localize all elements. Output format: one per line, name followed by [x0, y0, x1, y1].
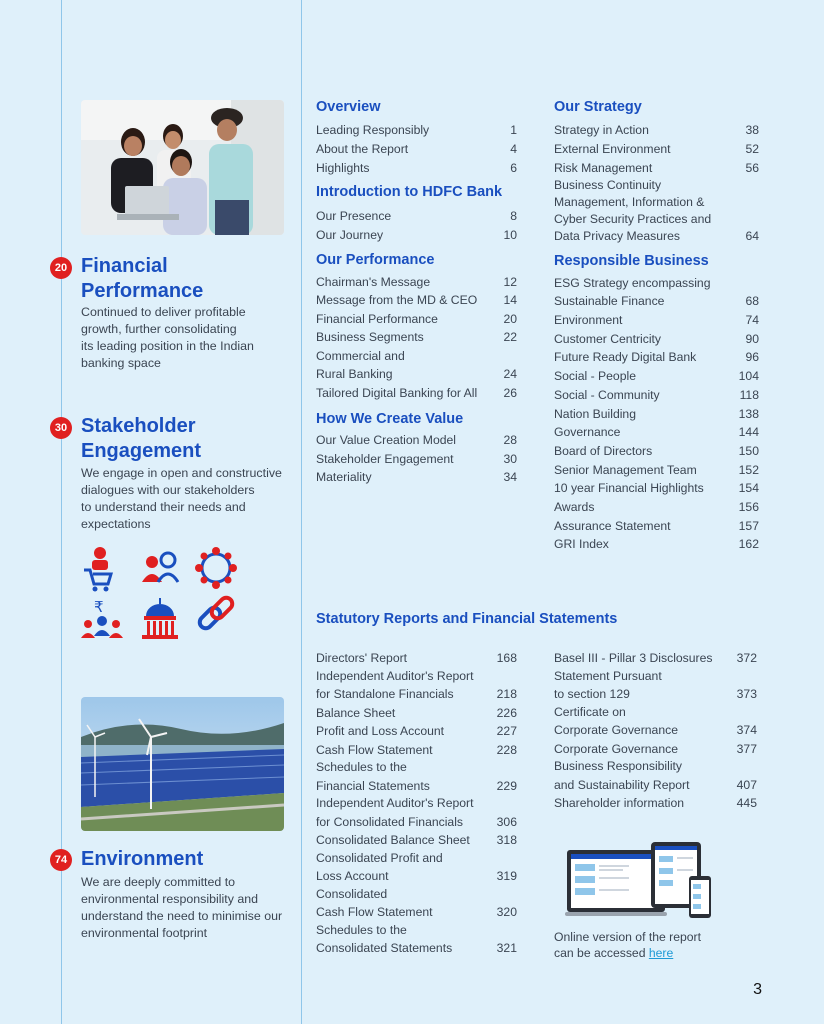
toc-row[interactable]: Our Presence 8	[316, 209, 517, 223]
toc-row[interactable]: Tailored Digital Banking for All 26	[316, 385, 517, 400]
toc-row[interactable]: Certificate on	[554, 704, 626, 719]
section-title[interactable]: Environment	[81, 848, 204, 870]
toc-heading-overview[interactable]: Overview	[316, 99, 381, 115]
toc-row[interactable]: Schedules to the	[316, 760, 407, 775]
statutory-heading[interactable]: Statutory Reports and Financial Statements	[316, 611, 618, 627]
toc-row[interactable]: Customer Centricity 90	[554, 331, 759, 346]
toc-row[interactable]: Cash Flow Statement 320	[316, 905, 517, 920]
desc-line: environmental footprint	[81, 926, 208, 940]
toc-row[interactable]: Business Segments 22	[316, 330, 517, 344]
toc-row[interactable]: to section 129 373	[554, 687, 757, 702]
toc-heading-strategy[interactable]: Our Strategy	[554, 99, 642, 115]
desc-line: Continued to deliver profitable	[81, 305, 246, 319]
toc-row[interactable]: Message from the MD & CEO 14	[316, 293, 517, 307]
online-line1: Online version of the report	[554, 930, 702, 944]
section-title[interactable]	[81, 414, 201, 464]
toc-row[interactable]: Our Journey 10	[316, 228, 517, 242]
toc-row[interactable]: External Environment 52	[554, 142, 759, 156]
report-link[interactable]: here	[648, 946, 674, 960]
toc-heading-introduction[interactable]: Introduction to HDFC Bank	[316, 184, 503, 200]
toc-row[interactable]: Data Privacy Measures 64	[554, 229, 759, 243]
toc-row[interactable]: Profit and Loss Account 227	[316, 724, 517, 739]
section-description	[81, 304, 291, 372]
toc-row[interactable]: Highlights 6	[316, 161, 517, 175]
toc-row[interactable]: and Sustainability Report 407	[554, 777, 757, 792]
desc-line: environmental responsibility and	[81, 892, 259, 906]
stakeholder-icons	[80, 546, 240, 642]
toc-row[interactable]: Financial Performance 20	[316, 311, 517, 326]
section-title-line1: Stakeholder	[81, 415, 196, 437]
government-building-icon	[142, 598, 178, 639]
toc-row[interactable]: Senior Management Team 152	[554, 462, 759, 477]
desc-line: We engage in open and constructive	[81, 466, 282, 480]
toc-row[interactable]: Risk Management 56	[554, 161, 759, 175]
toc-row[interactable]: Financial Statements 229	[316, 778, 517, 793]
svg-text:₹: ₹	[94, 598, 104, 616]
toc-row[interactable]: Statement Pursuant	[554, 668, 662, 683]
toc-row[interactable]: Loss Account 319	[316, 869, 517, 884]
toc-row[interactable]: Awards 156	[554, 499, 759, 514]
toc-row[interactable]: Schedules to the	[316, 922, 407, 937]
toc-row[interactable]: Business Continuity	[554, 178, 662, 192]
desc-line: growth, further consolidating	[81, 322, 237, 336]
desc-line: dialogues with our stakeholders	[81, 483, 255, 497]
section-title-line2: Performance	[81, 280, 204, 302]
toc-column-right	[554, 98, 759, 552]
people-group-icon	[142, 553, 178, 582]
toc-row[interactable]: Cash Flow Statement 228	[316, 742, 517, 757]
environment-section	[50, 848, 288, 948]
toc-row[interactable]: Social - Community 118	[554, 387, 759, 402]
toc-row[interactable]: About the Report 4	[316, 142, 517, 156]
toc-row[interactable]: Governance 144	[554, 425, 759, 440]
toc-row[interactable]: Chairman's Message 12	[316, 274, 517, 289]
office-team-photo	[81, 100, 284, 235]
toc-row[interactable]: Business Responsibility	[554, 759, 683, 774]
toc-row[interactable]: Cyber Security Practices and	[554, 212, 712, 226]
toc-row[interactable]: Consolidated Balance Sheet 318	[316, 833, 517, 848]
statutory-column-right	[554, 648, 757, 811]
toc-row[interactable]: Future Ready Digital Bank 96	[554, 350, 759, 365]
chain-link-icon	[197, 595, 234, 630]
toc-row[interactable]: Basel III - Pillar 3 Disclosures 372	[554, 651, 757, 666]
toc-row[interactable]: ESG Strategy encompassing	[554, 275, 711, 290]
toc-row[interactable]: Materiality 34	[316, 470, 517, 484]
desc-line: its leading position in the Indian	[81, 339, 254, 353]
toc-row[interactable]: for Consolidated Financials 306	[316, 814, 517, 829]
toc-row[interactable]: Leading Responsibly 1	[316, 123, 517, 137]
toc-row[interactable]: Balance Sheet 226	[316, 705, 517, 720]
online-line2: can be accessed	[554, 946, 649, 960]
toc-row[interactable]: Consolidated	[316, 886, 388, 901]
toc-row[interactable]: Directors' Report 168	[316, 651, 517, 666]
desc-line: understand the need to minimise our	[81, 909, 283, 923]
toc-row[interactable]: Independent Auditor's Report	[316, 796, 474, 811]
toc-row[interactable]: Consolidated Statements 321	[316, 941, 517, 956]
toc-heading-responsible[interactable]: Responsible Business	[554, 253, 709, 269]
page-number: 3	[753, 981, 762, 998]
rupee-people-icon	[81, 598, 123, 638]
toc-row[interactable]: Nation Building 138	[554, 406, 759, 421]
toc-row[interactable]: Corporate Governance 374	[554, 723, 757, 738]
desc-line: expectations	[81, 517, 151, 531]
divider-line-right	[301, 0, 302, 1024]
toc-row[interactable]: Sustainable Finance 68	[554, 294, 759, 309]
toc-row[interactable]: Assurance Statement 157	[554, 518, 759, 533]
section-description	[81, 465, 291, 533]
toc-row[interactable]: Rural Banking 24	[316, 367, 517, 381]
toc-row[interactable]: Independent Auditor's Report	[316, 668, 474, 683]
page-badge[interactable]: 20	[50, 257, 72, 279]
section-title-line2: Engagement	[81, 440, 202, 462]
toc-row[interactable]: Social - People 104	[554, 369, 759, 384]
financial-performance-section	[50, 255, 288, 375]
section-description	[81, 874, 291, 942]
toc-row[interactable]: Shareholder information 445	[554, 796, 757, 811]
toc-column-left	[316, 98, 517, 485]
toc-heading-value[interactable]: How We Create Value	[316, 410, 464, 427]
toc-row[interactable]: 10 year Financial Highlights 154	[554, 481, 759, 496]
toc-row[interactable]: Commercial and	[316, 348, 405, 363]
toc-row[interactable]: Strategy in Action 38	[554, 123, 759, 137]
stakeholder-engagement-section	[50, 417, 288, 537]
section-title-line1: Financial	[81, 255, 168, 277]
page-badge[interactable]: 30	[50, 417, 72, 439]
statutory-column-left	[316, 648, 517, 956]
toc-row[interactable]: Corporate Governance 377	[554, 741, 757, 756]
toc-row[interactable]: for Standalone Financials 218	[316, 687, 517, 702]
toc-row[interactable]: Consolidated Profit and	[316, 850, 443, 865]
toc-row[interactable]: Environment 74	[554, 313, 759, 328]
customer-cart-icon	[84, 547, 111, 592]
toc-row[interactable]: GRI Index 162	[554, 537, 759, 552]
community-circle-icon	[195, 547, 237, 589]
online-version-note	[554, 929, 701, 961]
toc-row[interactable]: Our Value Creation Model 28	[316, 433, 517, 447]
section-title[interactable]	[81, 254, 203, 304]
toc-row[interactable]: Management, Information &	[554, 195, 705, 209]
toc-row[interactable]: Board of Directors 150	[554, 443, 759, 458]
toc-row[interactable]: Stakeholder Engagement 30	[316, 451, 517, 466]
desc-line: to understand their needs and	[81, 500, 246, 514]
desc-line: banking space	[81, 356, 161, 370]
desc-line: We are deeply committed to	[81, 875, 236, 889]
toc-heading-performance[interactable]: Our Performance	[316, 252, 435, 268]
wind-solar-farm-photo	[81, 697, 284, 831]
devices-mockup-image	[565, 842, 715, 922]
page-badge[interactable]: 74	[50, 849, 72, 871]
